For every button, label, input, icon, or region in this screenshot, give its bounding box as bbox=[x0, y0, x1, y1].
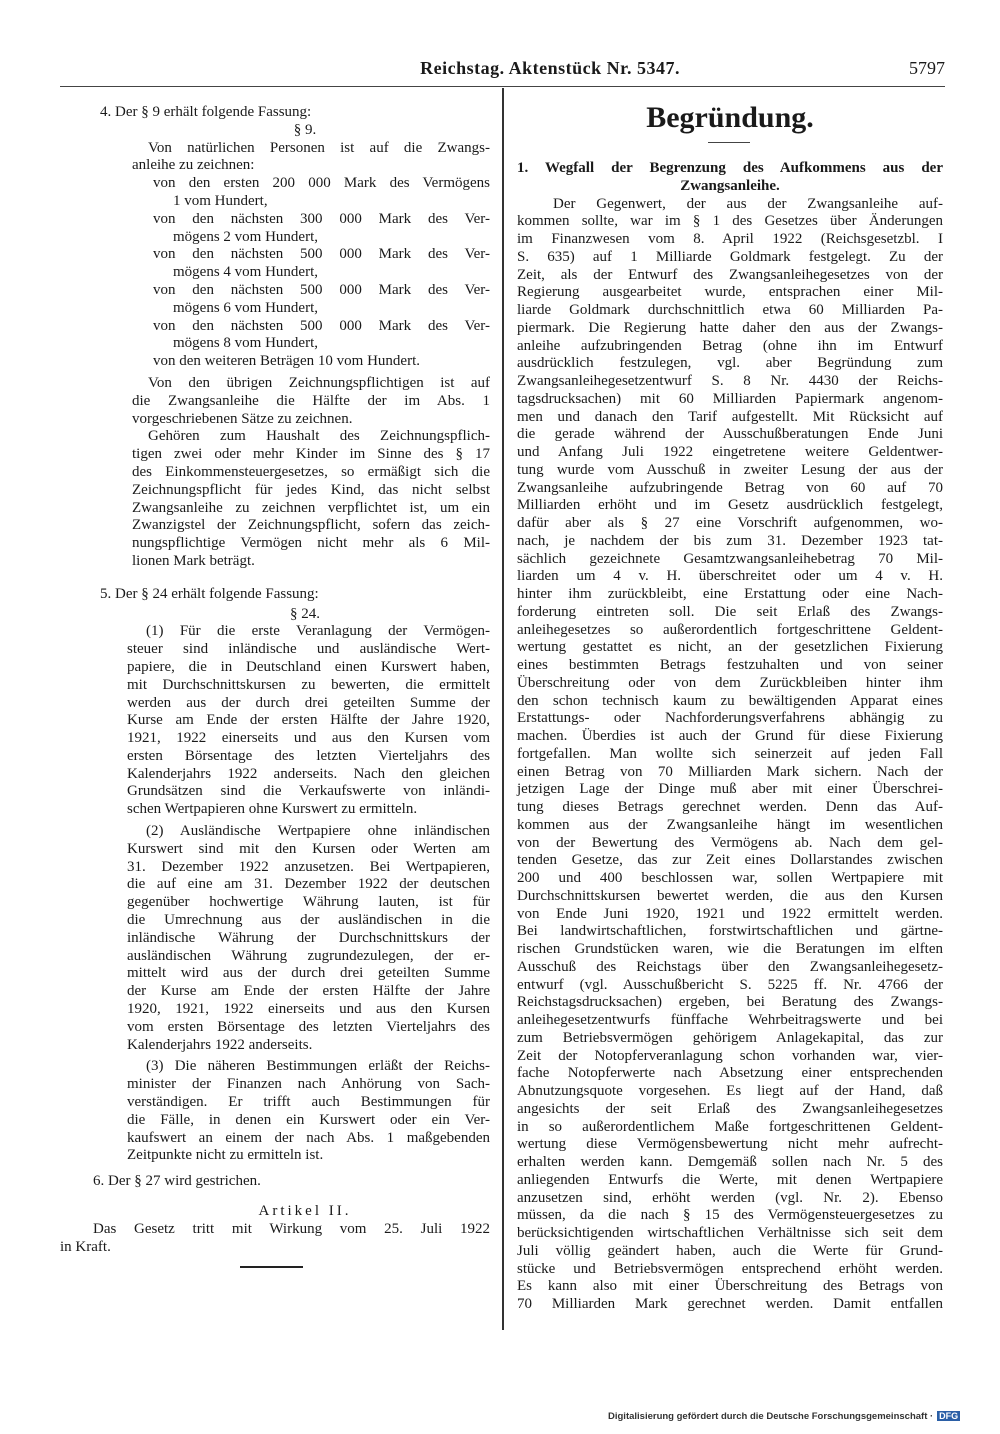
text-line: 4. Der § 9 erhält folgende Fassung: bbox=[100, 104, 312, 120]
block-center bbox=[60, 122, 490, 140]
text-line: verständigen. Er trifft auch Bestimmungen für bbox=[127, 1094, 490, 1111]
text-line: Durchschnittskursen bewertet werden, die aus den Kursen bbox=[517, 887, 943, 904]
text-line: Von den übrigen Zeichnungspflichtigen ist auf bbox=[148, 374, 490, 391]
text-line: (1) Für die erste Veranlagung der Vermögen- bbox=[146, 623, 490, 640]
text-line: Kurse am Ende der ersten Hälfte der Jahre 1920, bbox=[127, 712, 490, 729]
block-list bbox=[153, 282, 490, 318]
text-line: tung wurde vom Ausschuß in zweiter Lesung der aus der bbox=[517, 461, 943, 478]
block-abs-gap bbox=[127, 1058, 490, 1165]
text-line: Kalenderjahrs 1922 anderseits. bbox=[127, 1036, 313, 1053]
text-line: zum Betriebsvermögen gehörigem Anlagekapital, das zur bbox=[517, 1029, 943, 1046]
text-line: die Fälle, in denen ein Kurswert oder ein Ver- bbox=[127, 1111, 490, 1128]
text-line: Juli völlig geändert haben, auch die Werte für Grund- bbox=[517, 1242, 943, 1259]
text-line: anleihegesetzentwurfs fünffache Wehrbeitragswerte und bei bbox=[517, 1012, 943, 1028]
text-line: ersten Börsentage des letzten Vierteljahrs des bbox=[127, 747, 490, 764]
text-line: angesichts der seit Erlaß des Zwangsanleihegesetzes bbox=[517, 1100, 943, 1117]
text-line: inländische Währung der Durchschnittskurs der bbox=[127, 929, 490, 946]
text-line: mögens 8 vom Hundert, bbox=[173, 335, 318, 352]
text-line: müssen, da die nach § 15 des Vermögensteuergesetzes zu bbox=[517, 1207, 943, 1224]
text-line: Kalenderjahrs 1922 anderseits. Nach den gleichen bbox=[127, 765, 490, 782]
block-center24 bbox=[60, 606, 490, 624]
text-line: nach, je nachdem der bis zum 31. Dezember 1923 tat- bbox=[517, 532, 943, 549]
text-line: Zwangsanleihe aufzubringende Betrag von 60 auf 70 bbox=[517, 479, 943, 496]
title-rule bbox=[708, 142, 750, 143]
text-line: papiere, die in Deutschland einen Kurswert haben, bbox=[127, 658, 490, 675]
text-line: rischen Grundstücken waren, wie die Beratungen im elften bbox=[517, 941, 943, 957]
text-line: tung dieses Betrags gerechnet werden. Denn das Auf- bbox=[517, 799, 943, 815]
text-line: Das Gesetz tritt mit Wirkung vom 25. Juli 1922 bbox=[93, 1220, 490, 1237]
text-line: Reichstagsdrucksachen) ergeben, bei Beratung des Zwangs- bbox=[517, 994, 943, 1011]
text-line: von Ende Juni 1920, 1921 und 1922 ermittelt werden. bbox=[517, 905, 943, 922]
text-line: Der Gegenwert, der aus der Zwangsanleihe auf- bbox=[553, 195, 943, 212]
text-line: die auf eine am 31. Dezember 1922 der deutschen bbox=[127, 876, 490, 893]
text-line: gegenüber hochwertige Währung lauten, ist für bbox=[127, 894, 490, 911]
block-abs bbox=[127, 623, 490, 819]
footer-text: Digitalisierung gefördert durch die Deutsche Forschungsgemeinschaft · bbox=[608, 1411, 934, 1422]
block-item6 bbox=[93, 1173, 490, 1191]
text-line: im Finanzwesen vom 8. April 1922 (Reichsgesetzbl. I bbox=[517, 231, 943, 247]
text-line: anleihe zu zeichnen: bbox=[132, 157, 255, 174]
text-line: lionen Mark beträgt. bbox=[132, 552, 255, 569]
text-line: 5. Der § 24 erhält folgende Fassung: bbox=[100, 585, 319, 602]
text-line: Erstattungs- oder Nachforderungsverfahrens abhängig zu bbox=[517, 710, 943, 727]
block-list bbox=[153, 318, 490, 354]
text-line: 1 vom Hundert, bbox=[173, 192, 268, 209]
text-line: Regierung ausgearbeitet wurde, entsprachen einer Mil- bbox=[517, 284, 943, 301]
text-line: Es kann also mit einer Überschreitung des Betrags von bbox=[517, 1278, 943, 1295]
text-line: die Umrechnung aus der ausländischen in die bbox=[127, 912, 490, 929]
text-line: einen Betrag von 70 Milliarden Mark sichern. Nach der bbox=[517, 763, 943, 780]
end-rule bbox=[240, 1266, 303, 1268]
text-line: den schon technisch kaum zu bewältigenden Apparat eines bbox=[517, 692, 943, 709]
text-line: (3) Die näheren Bestimmungen erläßt der Reichs- bbox=[146, 1058, 490, 1075]
left-column bbox=[60, 104, 490, 1268]
text-line: liarde Goldmark durchschnittlich etwa 60 Milliarden Pa- bbox=[517, 302, 943, 318]
block-item5 bbox=[100, 586, 490, 604]
block-item bbox=[100, 104, 490, 122]
text-line: mögens 6 vom Hundert, bbox=[173, 299, 318, 316]
text-line: Gehören zum Haushalt des Zeichnungspflich- bbox=[148, 428, 490, 445]
text-line: anliegenden Entwurfs die Werte, mit denen Wertpapiere bbox=[517, 1171, 943, 1188]
text-line: von den weiteren Beträgen 10 vom Hundert. bbox=[153, 353, 421, 370]
text-line: 200 und 400 beschlossen war, sollen Wertpapiere mit bbox=[517, 870, 943, 886]
running-header bbox=[60, 58, 945, 82]
block-abs-gap bbox=[127, 823, 490, 1054]
text-line: anleihe aufzubringenden Betrag (ohne ihn im Entwurf bbox=[517, 337, 943, 354]
text-line: Zeit der Notopferveranlagung schon vorhanden war, vier- bbox=[517, 1047, 943, 1064]
text-line: Zwangsanleihe. bbox=[680, 177, 780, 194]
right-column bbox=[517, 100, 943, 1314]
text-line: tenden Gesetze, das zur Zeit eines Dollarstandes zwischen bbox=[517, 852, 943, 869]
text-line: 1921, 1922 einerseits und aus den Kursen vom bbox=[127, 730, 490, 747]
text-line: sächlich gezeichnete Gesamtzwangsanleihebetrag 70 Mil- bbox=[517, 550, 943, 567]
text-line: vorgeschriebenen Sätze zu zeichnen. bbox=[132, 410, 353, 427]
text-line: Ausschuß des Reichstags über den Zwangsanleihegesetz- bbox=[517, 958, 943, 975]
text-line: mit Durchschnittskursen zu bewerten, die ermittelt bbox=[127, 676, 490, 693]
text-line: kommen aus der Zwangsanleihe hängt im wesentlichen bbox=[517, 816, 943, 833]
text-line: von den nächsten 300 000 Mark des Ver- bbox=[153, 210, 490, 227]
text-line: wertung gestattet es nicht, an der gesetzlichen Fixierung bbox=[517, 639, 943, 656]
text-line: Milliarden erhöht und im Gesetz ausdrücklich festgelegt, bbox=[517, 497, 943, 514]
text-line: Artikel II. bbox=[258, 1203, 352, 1220]
text-line: hinter ihm zurückbleibt, eine Erstattung oder eine Nach- bbox=[517, 586, 943, 602]
text-line: fortgefallen. Man wollte sich seinerzeit auf jeden Fall bbox=[517, 745, 943, 762]
text-line: Von natürlichen Personen ist auf die Zwangs- bbox=[148, 139, 490, 156]
text-line: fache Notopferwerte nach Absetzung einer entsprechenden bbox=[517, 1065, 943, 1082]
block-list bbox=[153, 211, 490, 247]
text-line: men und danach den Tarif aufgestellt. Mit Rücksicht auf bbox=[517, 408, 943, 425]
text-line: 70 Milliarden Mark gerechnet werden. Damit entfallen bbox=[517, 1296, 943, 1312]
block-final bbox=[60, 1221, 490, 1257]
body-paragraph bbox=[517, 196, 943, 1314]
block-para-gap bbox=[132, 375, 490, 428]
text-line: Zwanzigstel der Zeichnungspflicht, sofern das zeich- bbox=[132, 517, 490, 534]
column-divider bbox=[502, 88, 504, 1330]
text-line: anzusetzen sind, erhöht werden (vgl. Nr. 2). Ebenso bbox=[517, 1189, 943, 1206]
text-line: Zeitpunkte nicht zu ermitteln ist. bbox=[127, 1147, 324, 1164]
text-line: S. 635) auf 1 Milliarde Goldmark festgelegt. Zu der bbox=[517, 248, 943, 265]
text-line: stücke und Betriebsvermögen entsprechend erhöht werden. bbox=[517, 1260, 943, 1277]
text-line: mögens 2 vom Hundert, bbox=[173, 228, 318, 245]
text-line: in Kraft. bbox=[60, 1238, 111, 1255]
text-line: piermark. Die Regierung hatte daher den aus der Zwangs- bbox=[517, 319, 943, 336]
text-line: Zwangsanleihe zu zeichnen verpflichtet ist, um ein bbox=[132, 499, 490, 516]
text-line: in so außerordentlichem Maße fortgeschrittenen Geldent- bbox=[517, 1118, 943, 1135]
text-line: steuer sind inländische und ausländische Wert- bbox=[127, 641, 490, 658]
header-title: Reichstag. Aktenstück Nr. 5347. bbox=[420, 58, 680, 78]
text-line: tigen zwei oder mehr Kinder im Sinne des § 17 bbox=[132, 446, 490, 463]
text-line: kommen sollte, war im § 1 des Gesetzes über Änderungen bbox=[517, 213, 943, 230]
text-line: tagsdrucksachen) mit 60 Milliarden Papiermark angenom- bbox=[517, 390, 943, 407]
page-number: 5797 bbox=[909, 58, 945, 78]
text-line: Bei landwirtschaftlichen, forstwirtschaftlichen und gärtne- bbox=[517, 923, 943, 940]
text-line: von den nächsten 500 000 Mark des Ver- bbox=[153, 246, 490, 263]
text-line: des Einkommensteuergesetzes, so ermäßigt sich die bbox=[132, 463, 490, 480]
text-line: vom ersten Börsentage des letzten Vierteljahrs des bbox=[127, 1018, 490, 1035]
block-list bbox=[153, 175, 490, 211]
dfg-logo: DFG bbox=[939, 1411, 959, 1421]
text-line: mittelt wird aus der durch drei geteilten Summe bbox=[127, 965, 490, 982]
text-line: und Anfang Juli 1922 eingetretene weitere Geldentwer- bbox=[517, 444, 943, 460]
text-line: die Zwangsanleihe die Hälfte der im Abs. 1 bbox=[132, 392, 490, 409]
header-rule bbox=[60, 86, 945, 87]
block-list bbox=[153, 246, 490, 282]
text-line: entwurf (vgl. Ausschußbericht S. 5225 ff. Nr. 4766 der bbox=[517, 976, 943, 993]
text-line: die gerade während der Ausschußberatungen Ende Juni bbox=[517, 426, 943, 443]
text-line: anleihegesetzes so außerordentlich fortgeschrittene Geldent- bbox=[517, 621, 943, 638]
text-line: ausdrücklich festzulegen, vgl. aber Begründung zum bbox=[517, 355, 943, 372]
text-line: minister der Finanzen nach Anhörung von Sach- bbox=[127, 1076, 490, 1093]
text-line: Zeichnungspflicht für jedes Kind, das nicht selbst bbox=[132, 481, 490, 498]
text-line: Grundsätzen sind die Verkaufswerte von inländi- bbox=[127, 783, 490, 800]
text-line: von den ersten 200 000 Mark des Vermögens bbox=[153, 175, 490, 192]
text-line: § 24. bbox=[290, 605, 320, 622]
text-line: von den nächsten 500 000 Mark des Ver- bbox=[153, 281, 490, 298]
block-para bbox=[132, 140, 490, 176]
text-line: liarden um 4 v. H. überschreitet oder um 4 v. H. bbox=[517, 568, 943, 585]
text-line: der Kurse am Ende der ersten Hälfte der Jahre bbox=[127, 983, 490, 1000]
block-artikel bbox=[60, 1203, 490, 1221]
text-line: 1920, 1921, 1922 einerseits und aus den Kursen bbox=[127, 1001, 490, 1018]
text-line: berücksichtigenden wirtschaftlichen Verhältnisse sich seit dem bbox=[517, 1225, 943, 1241]
text-line: von den nächsten 500 000 Mark des Ver- bbox=[153, 317, 490, 334]
digitization-footer bbox=[608, 1411, 960, 1422]
text-line: 6. Der § 27 wird gestrichen. bbox=[93, 1173, 261, 1190]
text-line: mögens 4 vom Hundert, bbox=[173, 264, 318, 281]
text-line: erhalten werden kann. Demgemäß sollen nach Nr. 5 des bbox=[517, 1154, 943, 1170]
text-line: von der Bewertung des Vermögens ab. Nach dem gel- bbox=[517, 834, 943, 851]
text-line: kaufswert an einem der nach Abs. 1 maßgebenden bbox=[127, 1129, 490, 1146]
text-line: Zeit, als der Entwurf des Zwangsanleihegesetzes von der bbox=[517, 266, 943, 283]
text-line: forderung eintreten soll. Die seit Erlaß des Zwangs- bbox=[517, 603, 943, 620]
text-line: § 9. bbox=[293, 121, 317, 138]
text-line: schen Wertpapieren ohne Kurswert zu ermitteln. bbox=[127, 801, 418, 818]
text-line: 1. Wegfall der Begrenzung des Aufkommens aus der bbox=[517, 160, 943, 176]
section-title: Begründung. bbox=[646, 101, 814, 134]
text-line: nungspflichtige Vermögen nicht mehr als 6 Mil- bbox=[132, 535, 490, 552]
section-heading bbox=[517, 160, 943, 196]
text-line: Kurswert sind mit den Kursen oder Werten am bbox=[127, 840, 490, 857]
text-line: machen. Überdies ist auch der Grund für diese Fixierung bbox=[517, 728, 943, 744]
text-line: dafür aber als § 27 eine Vorschrift aufgenommen, wo- bbox=[517, 515, 943, 531]
text-line: ausländischen Währung zugrundezulegen, der er- bbox=[127, 947, 490, 964]
text-line: Zwangsanleihegesetzentwurf S. 8 Nr. 4430 der Reichs- bbox=[517, 373, 943, 389]
text-line: werden aus der durch drei geteilten Summe der bbox=[127, 694, 490, 711]
text-line: Abnutzungsquote vorgesehen. Es liegt auf der Hand, daß bbox=[517, 1083, 943, 1099]
block-list bbox=[153, 353, 490, 371]
text-line: (2) Ausländische Wertpapiere ohne inländischen bbox=[146, 823, 490, 840]
text-line: Überschreitung oder von dem Zurückbleiben hinter ihm bbox=[517, 674, 943, 691]
text-line: jetzigen Lage der Dinge muß aber mit einer Überschrei- bbox=[517, 781, 943, 798]
text-line: eines bestimmten Betrags festzuhalten und von seiner bbox=[517, 657, 943, 673]
text-line: 31. Dezember 1922 anzusetzen. Bei Wertpapieren, bbox=[127, 858, 490, 875]
text-line: wertung diese Vermögensbewertung nicht mehr aufrecht- bbox=[517, 1136, 943, 1153]
block-para bbox=[132, 428, 490, 570]
